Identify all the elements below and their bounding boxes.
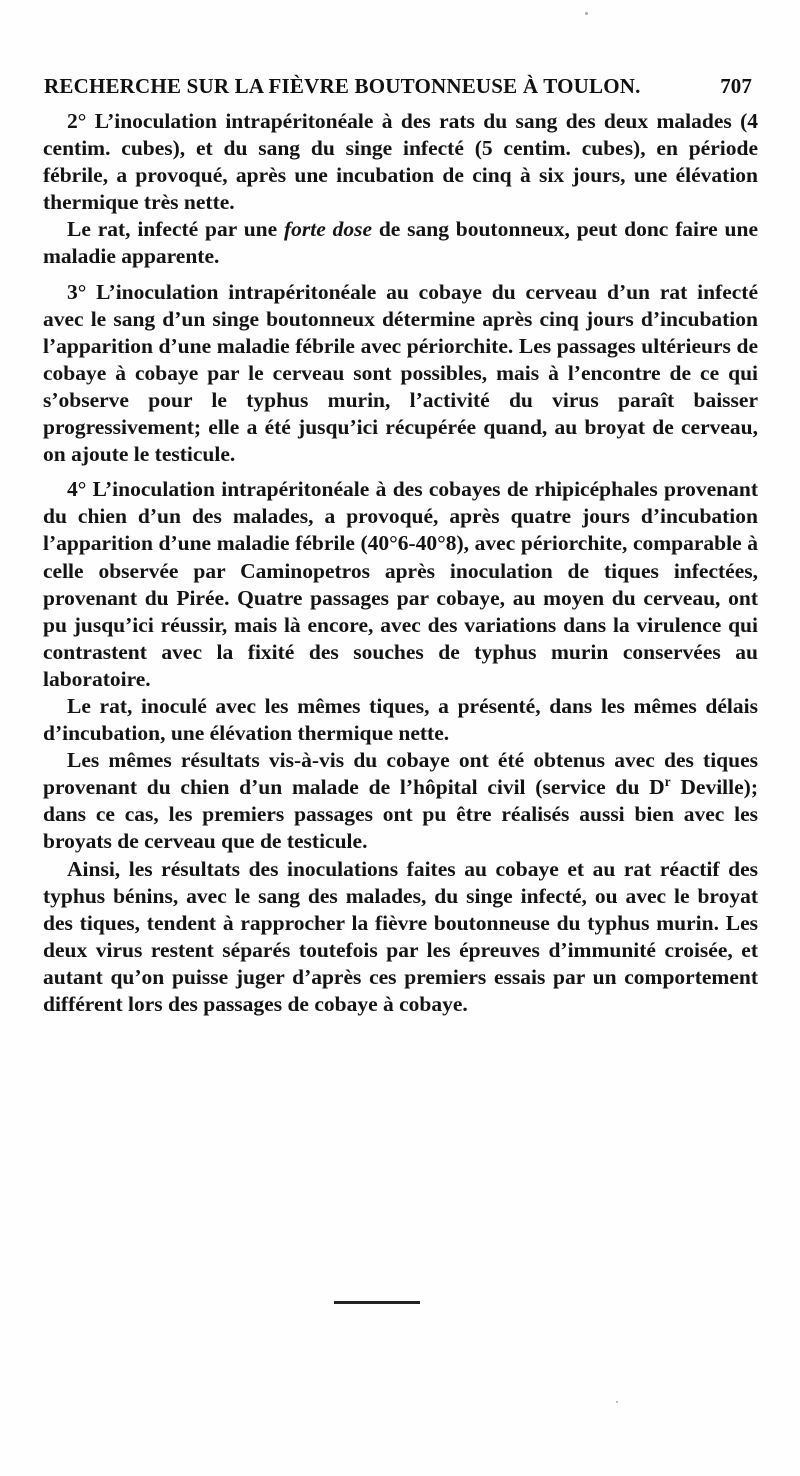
running-title: RECHERCHE SUR LA FIÈVRE BOUTONNEUSE À TOULON. (44, 74, 641, 98)
paragraph-4-rhipicephales: 4° L’inoculation intrapéritonéale à des cobayes de rhipicéphales provenant du chien d’un des malades, a provoqué, après quatre jours d’incubation l’apparition d’une maladie fébrile (40°6-40°8), avec périorchite, comparable à celle observée par Caminopetros après inoculation de tiques infectées, provenant du Pirée. Quatre passages par cobaye, au moyen du cerveau, ont pu jusqu’ici réussir, mais là encore, avec des variations dans la virulence qui contrastent avec la fixité des souches de typhus murin conservées au laboratoire. (43, 477, 758, 691)
page-number: 707 (720, 74, 752, 98)
scan-speck (616, 1401, 618, 1403)
paragraph-rat-forte-dose (43, 216, 758, 270)
paragraph-text-before: Le rat, infecté par une (67, 217, 284, 242)
paragraph-text-after: Deville); dans ce cas, les premiers passages ont pu être réalisés aussi bien avec les broyats de cerveau que de testicule. (43, 775, 758, 854)
running-header (44, 74, 752, 99)
superscript-r: r (664, 774, 671, 790)
paragraph-text-before: Les mêmes résultats vis-à-vis du cobaye ont été obtenus avec des tiques provenant du chien d’un malade de l’hôpital civil (service du D (43, 748, 758, 800)
scan-speck (585, 12, 588, 15)
paragraph-3-cobaye-cerveau: 3° L’inoculation intrapéritonéale au cobaye du cerveau d’un rat infecté avec le sang d’un singe boutonneux détermine après cinq jours d’incubation l’apparition d’une maladie fébrile avec périorchite. Les passages ultérieurs de cobaye à cobaye par le cerveau sont possibles, mais à l’encontre de ce qui s’observe pour le typhus murin, l’activité du virus paraît baisser progressivement; elle a été jusqu’ici récupérée quand, au broyat de cerveau, on ajoute le testicule. (43, 279, 758, 467)
paragraph-text-after: de sang boutonneux, peut donc faire une maladie apparente. (43, 217, 758, 269)
section-rule (334, 1301, 420, 1304)
paragraph-conclusion: Ainsi, les résultats des inoculations faites au cobaye et au rat réactif des typhus bénins, avec le sang des malades, du singe infecté, ou avec le broyat des tiques, tendent à rapprocher la fièvre boutonneuse du typhus murin. Les deux virus restent séparés toutefois par les épreuves d’immunité croisée, et autant qu’on puisse juger d’après ces premiers essais par un comportement différent lors des passages de cobaye à cobaye. (43, 856, 758, 1016)
paragraph-2-rat-inoculation: 2° L’inoculation intrapéritonéale à des rats du sang des deux malades (4 centim. cubes), et du sang du singe infecté (5 centim. cubes), en période fébrile, a provoqué, après une incubation de cinq à six jours, une élévation thermique très nette. (43, 109, 758, 215)
body-text (43, 108, 758, 1018)
paragraph-hopital-civil (43, 747, 758, 855)
italic-forte-dose: forte dose (283, 217, 372, 242)
paragraph-rat-memes-tiques: Le rat, inoculé avec les mêmes tiques, a présenté, dans les mêmes délais d’incubation, une élévation thermique nette. (43, 693, 758, 746)
